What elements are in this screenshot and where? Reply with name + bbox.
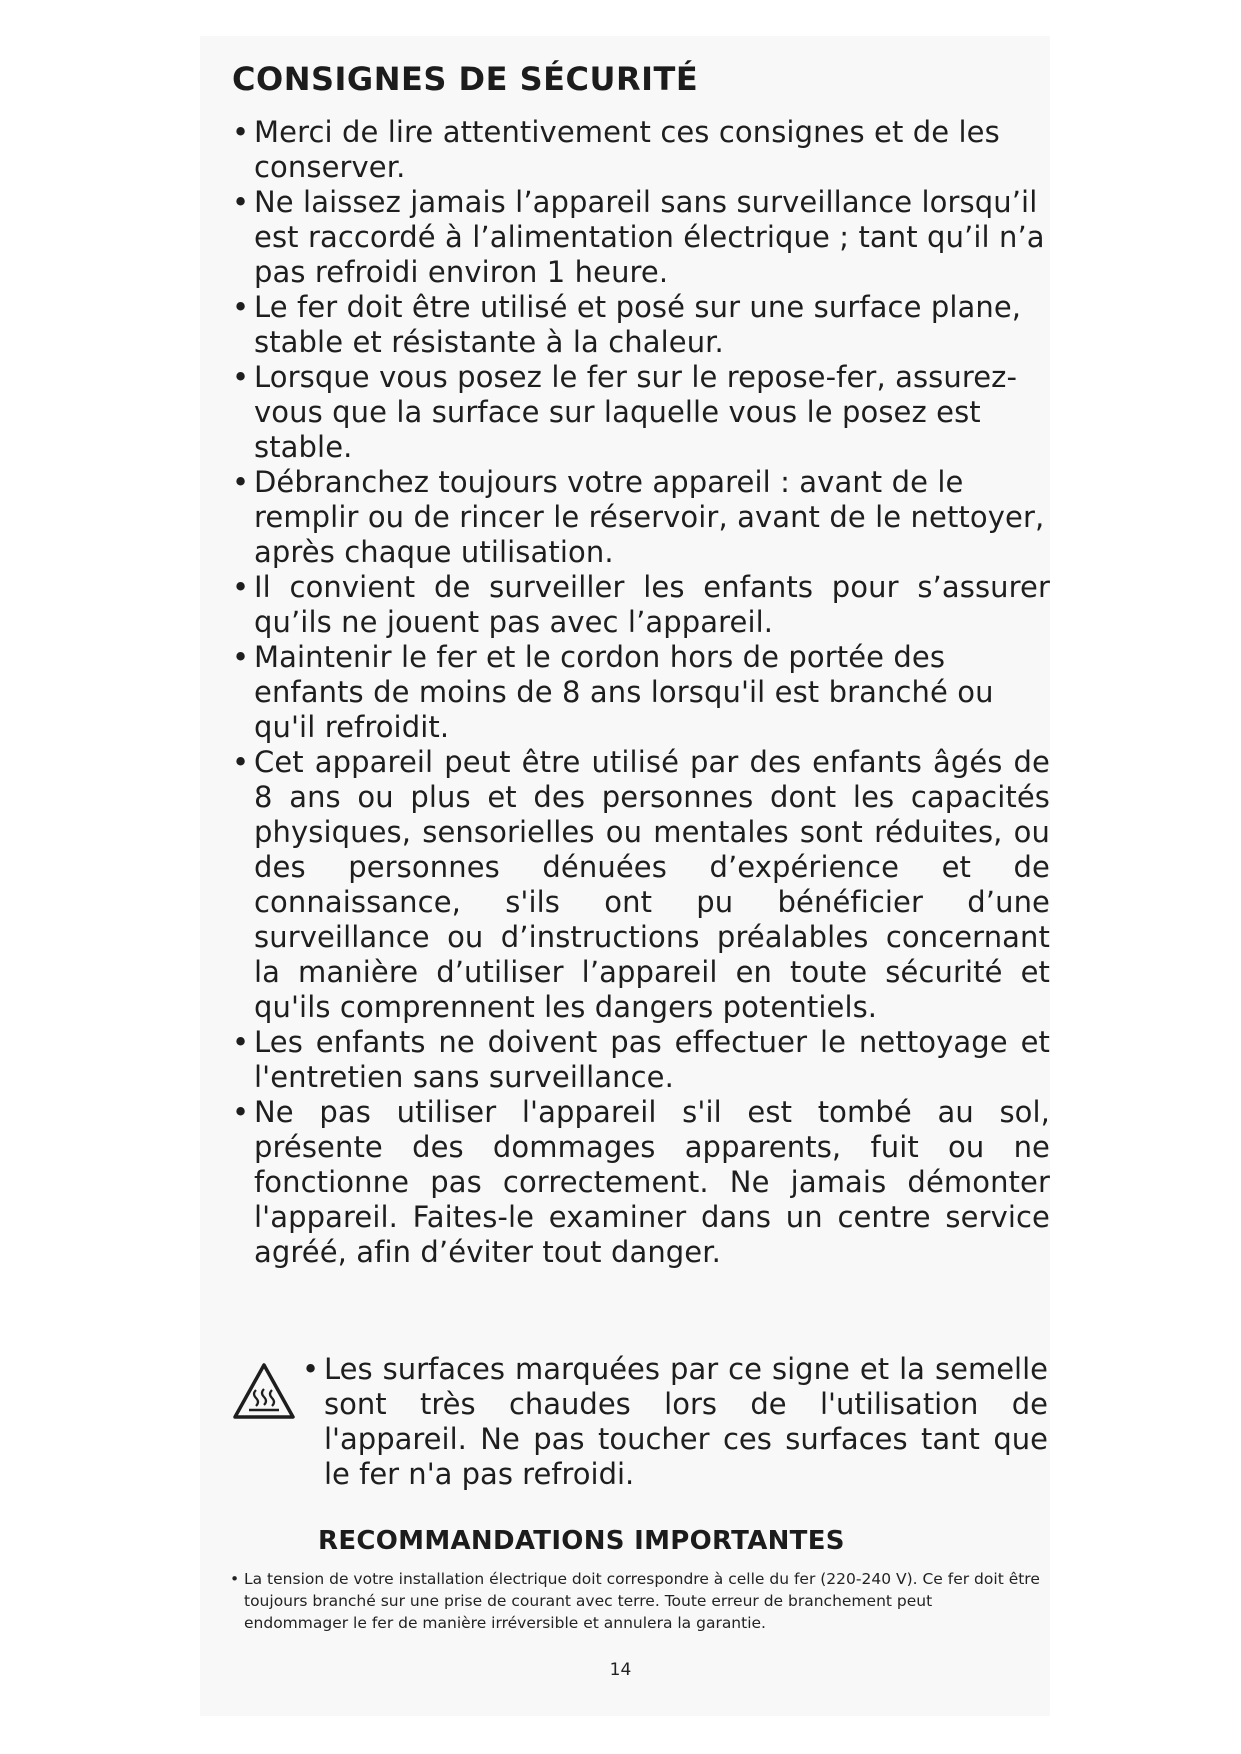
safety-item: • Il convient de surveiller les enfants pour s’assurer qu’ils ne jouent pas avec l’appareil. xyxy=(230,570,1050,640)
page-title: CONSIGNES DE SÉCURITÉ xyxy=(232,60,699,98)
safety-item: • Merci de lire attentivement ces consignes et de les conserver. xyxy=(230,115,1050,185)
safety-item: • Lorsque vous posez le fer sur le repose-fer, assurez-vous que la surface sur laquelle vous le posez est stable. xyxy=(230,360,1050,465)
section-subtitle: RECOMMANDATIONS IMPORTANTES xyxy=(318,1526,845,1556)
hot-surface-warning-text: • Les surfaces marquées par ce signe et la semelle sont très chaudes lors de l'utilisation de l'appareil. Ne pas toucher ces surfaces tant que le fer n'a pas refroidi. xyxy=(300,1352,1048,1492)
safety-item: • Maintenir le fer et le cordon hors de portée des enfants de moins de 8 ans lorsqu'il est branché ou qu'il refroidit. xyxy=(230,640,1050,745)
page-number: 14 xyxy=(609,1660,632,1680)
safety-item: • Débranchez toujours votre appareil : avant de le remplir ou de rincer le réservoir, avant de le nettoyer, après chaque utilisation. xyxy=(230,465,1050,570)
safety-item: • Le fer doit être utilisé et posé sur une surface plane, stable et résistante à la chaleur. xyxy=(230,290,1050,360)
safety-item: • Cet appareil peut être utilisé par des enfants âgés de 8 ans ou plus et des personnes dont les capacités physiques, sensorielles ou mentales sont réduites, ou des personnes dénuées d’expérience et de connaissance, s'ils ont pu bénéficier d’une surveillance ou d’instructions préalables concernant la manière d’utiliser l’appareil en toute sécurité et qu'ils comprennent les dangers potentiels. xyxy=(230,745,1050,1025)
safety-item: • Ne pas utiliser l'appareil s'il est tombé au sol, présente des dommages apparents, fuit ou ne fonctionne pas correctement. Ne jamais démonter l'appareil. Faites-le examiner dans un centre service agréé, afin d’éviter tout danger. xyxy=(230,1095,1050,1270)
safety-list xyxy=(230,115,1050,1270)
recommendation-text: • La tension de votre installation électrique doit correspondre à celle du fer (220-240 V). Ce fer doit être toujours branché sur une prise de courant avec terre. Toute erreur de branchement peut endommager le fer de manière irréversible et annulera la garantie. xyxy=(230,1568,1040,1634)
hot-surface-warning-block xyxy=(232,1352,1050,1522)
safety-item: • Ne laissez jamais l’appareil sans surveillance lorsqu’il est raccordé à l’alimentation électrique ; tant qu’il n’a pas refroidi environ 1 heure. xyxy=(230,185,1050,290)
safety-item: • Les enfants ne doivent pas effectuer le nettoyage et l'entretien sans surveillance. xyxy=(230,1025,1050,1095)
hot-surface-icon xyxy=(232,1362,296,1420)
